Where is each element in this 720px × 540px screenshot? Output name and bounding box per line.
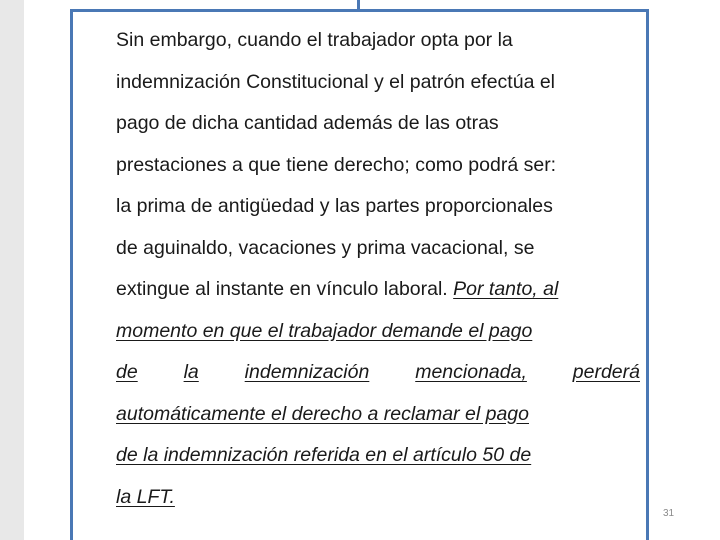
left-decorative-stripe — [0, 0, 24, 540]
paragraph — [116, 20, 640, 518]
text-line-10: automáticamente el derecho a reclamar el pago — [116, 402, 529, 425]
text-line-11: de la indemnización referida en el artículo 50 de — [116, 444, 532, 466]
word-indemnizacion: indemnización — [244, 361, 370, 383]
text-line-4: prestaciones a que tiene derecho; como podrá ser: — [116, 153, 557, 176]
text-line-7 — [116, 269, 640, 311]
text-line-12: la LFT. — [116, 485, 175, 508]
word-de: de — [116, 361, 138, 383]
text-line-3: pago de dicha cantidad además de las otras — [116, 112, 499, 134]
text-line-5: la prima de antigüedad y las partes proporcionales — [116, 195, 553, 217]
word-perdera: perderá — [572, 361, 640, 383]
word-mencionada: mencionada, — [415, 361, 527, 383]
text-line-2 — [116, 62, 640, 104]
word-la: la — [183, 361, 199, 383]
emphasis-start: Por tanto, al — [453, 278, 559, 300]
page-number: 31 — [663, 508, 675, 519]
text-line-6: de aguinaldo, vacaciones y prima vacacional, se — [116, 236, 535, 259]
text-line-1: Sin embargo, cuando el trabajador opta por la — [116, 29, 513, 51]
text-line-9 — [116, 352, 640, 394]
text-line-7-plain: extingue al instante en vínculo laboral. — [116, 278, 448, 300]
text-line-8: momento en que el trabajador demande el pago — [116, 319, 533, 342]
text-line-2-content: indemnización Constitucional y el patrón efectúa el — [116, 70, 556, 93]
